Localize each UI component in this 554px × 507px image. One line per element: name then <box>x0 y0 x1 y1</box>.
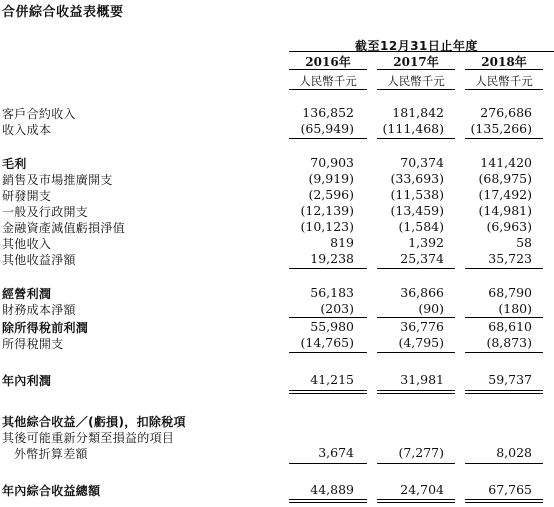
subtotal-rule <box>289 352 367 353</box>
value-2017: 181,842 <box>392 105 444 120</box>
year-underline <box>289 69 367 70</box>
value-2017: (7,277) <box>398 445 444 460</box>
table-row <box>0 482 554 497</box>
total-double-rule <box>289 390 367 391</box>
unit-header: 人民幣千元 <box>387 74 445 88</box>
value-2016: (65,949) <box>300 121 354 136</box>
value-2016: (10,123) <box>300 219 354 234</box>
row-label: 除所得稅前利潤 <box>2 321 89 335</box>
subtotal-rule <box>465 317 543 318</box>
table-row <box>0 335 554 350</box>
value-2018: 59,737 <box>488 372 532 387</box>
table-row <box>0 301 554 316</box>
row-label: 其他收益淨額 <box>2 253 76 267</box>
value-2016: (2,596) <box>308 187 354 202</box>
value-2018: 68,790 <box>488 285 532 300</box>
value-2016: 41,215 <box>310 372 354 387</box>
value-2017: (11,538) <box>390 187 444 202</box>
row-label: 一般及行政開支 <box>2 205 89 219</box>
value-2016: 3,674 <box>318 445 354 460</box>
value-2017: (90) <box>418 301 444 316</box>
year-header-2017: 2017年 <box>393 55 439 69</box>
subtotal-rule <box>377 352 455 353</box>
row-label: 外幣折算差額 <box>14 447 88 461</box>
unit-underline <box>377 89 455 90</box>
row-label: 研發開支 <box>2 189 52 203</box>
page-title: 合併綜合收益表概要 <box>2 5 124 20</box>
value-2018: 8,028 <box>496 445 532 460</box>
total-double-rule <box>377 390 455 391</box>
value-2018: (17,492) <box>478 187 532 202</box>
value-2017: (33,693) <box>390 171 444 186</box>
subtotal-rule <box>377 268 455 269</box>
table-row <box>0 319 554 334</box>
row-label: 其他收入 <box>2 237 52 251</box>
value-2017: 36,866 <box>400 285 444 300</box>
subtotal-rule <box>289 317 367 318</box>
row-label: 客戶合約收入 <box>2 107 76 121</box>
total-double-rule <box>289 393 367 394</box>
value-2018: 276,686 <box>480 105 532 120</box>
subtotal-rule <box>465 352 543 353</box>
value-2018: 68,610 <box>488 319 532 334</box>
value-2016: 56,183 <box>310 285 354 300</box>
value-2016: (203) <box>320 301 354 316</box>
value-2018: (68,975) <box>478 171 532 186</box>
unit-underline <box>465 89 543 90</box>
subtotal-rule <box>377 138 455 139</box>
value-2018: (14,981) <box>478 203 532 218</box>
row-label: 年內綜合收益總額 <box>2 484 101 498</box>
table-row <box>0 155 554 170</box>
table-row <box>0 429 554 444</box>
value-2018: 35,723 <box>488 251 532 266</box>
year-header-2018: 2018年 <box>481 55 527 69</box>
subtotal-rule <box>465 463 543 464</box>
value-2016: 136,852 <box>302 105 354 120</box>
total-double-rule <box>289 502 367 503</box>
period-underline <box>289 51 554 52</box>
value-2016: 19,238 <box>310 251 354 266</box>
subtotal-rule <box>377 317 455 318</box>
table-row <box>0 372 554 387</box>
total-double-rule <box>465 390 543 391</box>
row-label: 經營利潤 <box>2 287 52 301</box>
total-double-rule <box>377 502 455 503</box>
table-row <box>0 445 554 460</box>
value-2017: (4,795) <box>398 335 444 350</box>
value-2018: (8,873) <box>486 335 532 350</box>
value-2016: 55,980 <box>310 319 354 334</box>
unit-underline <box>289 89 367 90</box>
value-2018: 67,765 <box>488 482 532 497</box>
row-label: 其他綜合收益／(虧損)，扣除稅項 <box>2 415 186 429</box>
subtotal-rule <box>289 138 367 139</box>
subtotal-rule <box>289 463 367 464</box>
subtotal-rule <box>465 138 543 139</box>
value-2016: (9,919) <box>308 171 354 186</box>
unit-header: 人民幣千元 <box>475 74 533 88</box>
table-row <box>0 219 554 234</box>
year-header-2016: 2016年 <box>305 55 351 69</box>
table-row <box>0 121 554 136</box>
unit-header: 人民幣千元 <box>299 74 357 88</box>
value-2017: 24,704 <box>400 482 444 497</box>
value-2017: (13,459) <box>390 203 444 218</box>
year-underline <box>465 69 543 70</box>
total-double-rule <box>465 393 543 394</box>
subtotal-rule <box>377 463 455 464</box>
table-row <box>0 251 554 266</box>
value-2018: (6,963) <box>486 219 532 234</box>
value-2017: 31,981 <box>400 372 444 387</box>
table-row <box>0 285 554 300</box>
row-label: 銷售及市場推廣開支 <box>2 173 113 187</box>
total-double-rule <box>377 499 455 500</box>
year-underline <box>377 69 455 70</box>
total-double-rule <box>377 393 455 394</box>
row-label: 毛利 <box>2 157 27 171</box>
value-2016: 70,903 <box>310 155 354 170</box>
value-2016: (14,765) <box>300 335 354 350</box>
subtotal-rule <box>289 268 367 269</box>
row-label: 年內利潤 <box>2 374 52 388</box>
row-label: 所得稅開支 <box>2 337 64 351</box>
table-row <box>0 203 554 218</box>
period-header: 截至12月31日止年度 <box>355 39 478 53</box>
value-2018: 141,420 <box>480 155 532 170</box>
value-2018: 58 <box>516 235 532 250</box>
table-row <box>0 413 554 428</box>
value-2018: (135,266) <box>470 121 532 136</box>
value-2017: 1,392 <box>408 235 444 250</box>
value-2017: (1,584) <box>398 219 444 234</box>
value-2018: (180) <box>498 301 532 316</box>
total-double-rule <box>465 499 543 500</box>
table-row <box>0 187 554 202</box>
value-2017: 36,776 <box>400 319 444 334</box>
row-label: 其後可能重新分類至損益的項目 <box>2 431 175 445</box>
value-2017: 25,374 <box>400 251 444 266</box>
value-2016: (12,139) <box>300 203 354 218</box>
value-2016: 44,889 <box>310 482 354 497</box>
subtotal-rule <box>465 268 543 269</box>
table-row <box>0 105 554 120</box>
total-double-rule <box>465 502 543 503</box>
row-label: 金融資產減值虧損淨值 <box>2 221 126 235</box>
value-2017: 70,374 <box>400 155 444 170</box>
table-row <box>0 171 554 186</box>
value-2017: (111,468) <box>382 121 444 136</box>
table-row <box>0 235 554 250</box>
value-2016: 819 <box>330 235 354 250</box>
row-label: 財務成本淨額 <box>2 303 76 317</box>
total-double-rule <box>289 499 367 500</box>
row-label: 收入成本 <box>2 123 52 137</box>
